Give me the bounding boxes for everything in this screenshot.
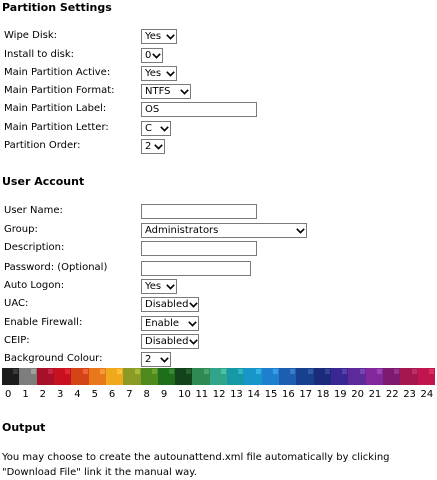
- palette-number-9: 9: [160, 389, 168, 400]
- palette-number-20: 20: [351, 389, 364, 400]
- swatch-highlight: [238, 369, 243, 374]
- palette-number-14: 14: [247, 389, 261, 400]
- palette-number-19: 19: [333, 389, 347, 400]
- palette-number-11: 11: [195, 389, 209, 400]
- colour-swatch-12[interactable]: [210, 368, 227, 385]
- colour-swatch-15[interactable]: [262, 368, 279, 385]
- colour-swatch-1[interactable]: [19, 368, 36, 385]
- description-label: Description:: [4, 242, 65, 253]
- swatch-highlight: [360, 369, 365, 374]
- background-colour-select[interactable]: [141, 352, 171, 367]
- swatch-highlight: [152, 369, 157, 374]
- uac-label: UAC:: [4, 298, 29, 309]
- colour-swatch-13[interactable]: [227, 368, 244, 385]
- colour-swatch-7[interactable]: [123, 368, 140, 385]
- uac-select-value: Disabled: [145, 299, 189, 310]
- auto-logon-label: Auto Logon:: [4, 280, 65, 291]
- palette-number-5: 5: [91, 389, 98, 400]
- colour-swatch-5[interactable]: [89, 368, 106, 385]
- swatch-highlight: [308, 369, 313, 374]
- palette-number-6: 6: [108, 389, 116, 400]
- colour-swatch-18[interactable]: [314, 368, 331, 385]
- colour-swatch-14[interactable]: [244, 368, 261, 385]
- colour-swatch-22[interactable]: [383, 368, 400, 385]
- swatch-highlight: [65, 369, 70, 374]
- colour-swatch-16[interactable]: [279, 368, 296, 385]
- auto-logon-select[interactable]: [141, 279, 177, 294]
- enable-firewall-select-value: Enable: [145, 318, 180, 329]
- swatch-highlight: [412, 369, 417, 374]
- colour-swatch-9[interactable]: [158, 368, 175, 385]
- colour-swatch-2[interactable]: [37, 368, 54, 385]
- swatch-highlight: [13, 369, 18, 374]
- output-description: You may choose to create the autounattend.xml file automatically by clicking "Download File" link it the manual way.: [2, 452, 390, 478]
- description-input[interactable]: [141, 241, 257, 256]
- palette-number-3: 3: [56, 389, 64, 400]
- install-to-disk-select[interactable]: [141, 48, 163, 63]
- colour-swatch-24[interactable]: [418, 368, 435, 385]
- colour-swatch-17[interactable]: [296, 368, 313, 385]
- palette-number-4: 4: [74, 389, 81, 400]
- palette-number-10: 10: [178, 389, 191, 400]
- palette-number-2: 2: [39, 389, 46, 400]
- colour-swatch-23[interactable]: [400, 368, 417, 385]
- ceip-label: CEIP:: [4, 335, 30, 346]
- swatch-highlight: [256, 369, 261, 374]
- user-account-heading: User Account: [2, 175, 85, 188]
- output-heading: Output: [2, 421, 46, 434]
- swatch-highlight: [48, 369, 53, 374]
- group-select-value: Administrators: [145, 225, 219, 236]
- chevron-down-icon: [165, 30, 176, 43]
- user-name-input[interactable]: [141, 204, 257, 219]
- colour-swatch-8[interactable]: [141, 368, 158, 385]
- swatch-highlight: [100, 369, 105, 374]
- swatch-highlight: [169, 369, 174, 374]
- partition-order-select-value: 2: [145, 141, 152, 152]
- main-partition-format-select[interactable]: [141, 84, 191, 99]
- partition-order-label: Partition Order:: [4, 140, 81, 151]
- partition-settings-heading: Partition Settings: [2, 1, 112, 14]
- palette-numbers: [2, 389, 435, 400]
- enable-firewall-label: Enable Firewall:: [4, 317, 83, 328]
- chevron-down-icon: [165, 280, 176, 293]
- palette-number-17: 17: [299, 389, 313, 400]
- swatch-highlight: [394, 369, 399, 374]
- uac-select[interactable]: [141, 297, 199, 312]
- main-partition-format-label: Main Partition Format:: [4, 85, 115, 96]
- user-name-label: User Name:: [4, 205, 63, 216]
- background-colour-label: Background Colour:: [4, 353, 103, 364]
- chevron-down-icon: [151, 49, 162, 62]
- main-partition-letter-select[interactable]: [141, 121, 171, 136]
- swatch-highlight: [117, 369, 122, 374]
- palette-number-12: 12: [212, 389, 226, 400]
- palette-number-13: 13: [230, 389, 243, 400]
- palette-number-24: 24: [420, 389, 434, 400]
- install-to-disk-select-value: 0: [145, 50, 152, 61]
- swatch-highlight: [83, 369, 88, 374]
- group-label: Group:: [4, 224, 38, 235]
- swatch-highlight: [221, 369, 226, 374]
- auto-logon-select-value: Yes: [145, 281, 162, 292]
- chevron-down-icon: [153, 140, 164, 153]
- palette-number-7: 7: [126, 389, 133, 400]
- palette-number-8: 8: [143, 389, 150, 400]
- colour-swatch-19[interactable]: [331, 368, 348, 385]
- colour-swatch-20[interactable]: [348, 368, 365, 385]
- main-partition-format-select-value: NTFS: [145, 86, 171, 97]
- swatch-highlight: [290, 369, 295, 374]
- palette-number-16: 16: [282, 389, 295, 400]
- main-partition-active-select[interactable]: [141, 66, 177, 81]
- palette-number-22: 22: [385, 389, 399, 400]
- chevron-down-icon: [295, 224, 306, 237]
- colour-swatch-0[interactable]: [2, 368, 19, 385]
- palette-number-15: 15: [264, 389, 278, 400]
- chevron-down-icon: [165, 67, 176, 80]
- main-partition-active-label: Main Partition Active:: [4, 67, 111, 78]
- main-partition-active-select-value: Yes: [145, 68, 162, 79]
- chevron-down-icon: [188, 335, 199, 348]
- main-partition-letter-select-value: C: [145, 123, 152, 134]
- swatch-highlight: [186, 369, 191, 374]
- palette-number-21: 21: [368, 389, 382, 400]
- background-colour-select-value: 2: [145, 354, 152, 365]
- colour-swatch-4[interactable]: [71, 368, 88, 385]
- palette-number-1: 1: [22, 389, 29, 400]
- ceip-select[interactable]: [141, 334, 199, 349]
- partition-order-select[interactable]: [141, 139, 165, 154]
- wipe-disk-select-value: Yes: [145, 31, 162, 42]
- main-partition-letter-label: Main Partition Letter:: [4, 122, 109, 133]
- password-optional-input[interactable]: [141, 261, 251, 276]
- swatch-highlight: [31, 369, 36, 374]
- install-to-disk-label: Install to disk:: [4, 49, 74, 60]
- chevron-down-icon: [159, 353, 170, 366]
- chevron-down-icon: [187, 317, 198, 330]
- swatch-highlight: [135, 369, 140, 374]
- chevron-down-icon: [159, 122, 170, 135]
- colour-swatch-6[interactable]: [106, 368, 123, 385]
- colour-swatch-3[interactable]: [54, 368, 71, 385]
- main-partition-label-label: Main Partition Label:: [4, 103, 107, 114]
- chevron-down-icon: [179, 85, 190, 98]
- chevron-down-icon: [188, 298, 199, 311]
- enable-firewall-select[interactable]: [141, 316, 199, 331]
- main-partition-label-input[interactable]: OS: [141, 102, 257, 117]
- swatch-highlight: [273, 369, 278, 374]
- ceip-select-value: Disabled: [145, 336, 189, 347]
- group-select[interactable]: [141, 223, 307, 238]
- palette-number-18: 18: [316, 389, 330, 400]
- swatch-highlight: [377, 369, 382, 374]
- swatch-highlight: [325, 369, 330, 374]
- palette-number-23: 23: [403, 389, 416, 400]
- wipe-disk-select[interactable]: [141, 29, 177, 44]
- swatch-highlight: [429, 369, 434, 374]
- swatch-highlight: [204, 369, 209, 374]
- wipe-disk-label: Wipe Disk:: [4, 30, 57, 41]
- swatch-highlight: [342, 369, 347, 374]
- password-optional-label: Password: (Optional): [4, 262, 108, 273]
- palette-number-0: 0: [5, 389, 12, 400]
- background-colour-palette[interactable]: [2, 368, 435, 385]
- colour-swatch-10[interactable]: [175, 368, 192, 385]
- colour-swatch-11[interactable]: [192, 368, 209, 385]
- colour-swatch-21[interactable]: [366, 368, 383, 385]
